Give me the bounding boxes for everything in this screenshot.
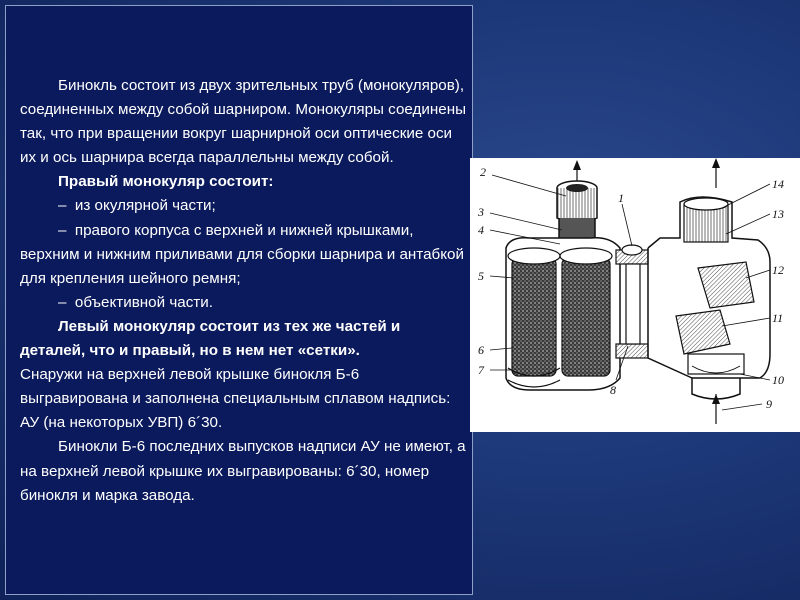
dash-marker: – (58, 197, 75, 215)
dash-marker: – (58, 221, 75, 239)
label-3: 3 (478, 205, 484, 219)
right-housing-side (648, 248, 692, 378)
hinge-cap (622, 245, 642, 255)
objective-lens (688, 354, 744, 374)
binocular-drawing (470, 158, 800, 432)
hinge-lower (616, 344, 648, 358)
left-top-cover-2 (560, 248, 612, 264)
list-item-objective (20, 291, 468, 315)
arrow-head-right (712, 158, 720, 168)
dash-marker: – (58, 293, 75, 311)
label-1: 1 (618, 191, 624, 205)
text-block (20, 74, 468, 508)
left-tube-grip-b (562, 258, 610, 376)
paragraph-intro: Бинокль состоит из двух зрительных труб (монокуляров), соединенных между собой шарниром. Монокуляры соединены так, что при вращении вокруг шарнирной оси оптические оси их и ось шарнира всегда параллельны между собой. (20, 77, 466, 167)
label-5: 5 (478, 269, 484, 283)
paragraph-right-heading: Правый монокуляр состоит: (58, 173, 274, 191)
upper-prism (698, 262, 754, 308)
left-top-cover (508, 248, 560, 264)
label-6: 6 (478, 343, 484, 357)
left-tube-grip-a (512, 258, 556, 376)
list-item-text: объективной части. (74, 293, 213, 311)
paragraph-late-models: Бинокли Б-6 последних выпусков надписи АУ не имеют, а на верхней левой крышке их выгравированы: 6´30, номер бинокля и марка завода. (20, 438, 466, 504)
lower-prism (676, 310, 730, 354)
label-12: 12 (772, 263, 784, 277)
arrow-head-left (573, 160, 581, 170)
list-item-text: правого корпуса с верхней и нижней крышками, верхним и нижним приливами для сборки шарнира и антабкой для крепления шейного ремня; (20, 221, 464, 287)
label-7: 7 (478, 363, 484, 377)
label-10: 10 (772, 373, 784, 387)
label-11: 11 (772, 311, 784, 325)
label-4: 4 (478, 223, 484, 237)
label-2: 2 (480, 165, 486, 179)
label-8: 8 (610, 383, 616, 397)
text-panel (5, 5, 473, 595)
hinge-axis (626, 264, 640, 344)
paragraph-engraving: Снаружи на верхней левой крышке бинокля Б-6 выгравирована и заполнена специальным сплавом надпись: АУ (на некоторых УВП) 6´30. (20, 366, 451, 432)
left-eyepiece-ring (557, 188, 597, 223)
label-14: 14 (772, 177, 784, 191)
label-13: 13 (772, 207, 784, 221)
list-item-body (20, 219, 468, 291)
paragraph-left-heading: Левый монокуляр состоит из тех же частей и деталей, что и правый, но в нем нет «сетки». (20, 317, 401, 360)
list-item-eyepiece (20, 194, 468, 218)
list-item-text: из окулярной части; (74, 197, 216, 215)
left-eyepiece-lens (566, 184, 588, 192)
right-eyecup (684, 198, 728, 210)
binocular-figure (470, 158, 800, 432)
label-9: 9 (766, 397, 772, 411)
